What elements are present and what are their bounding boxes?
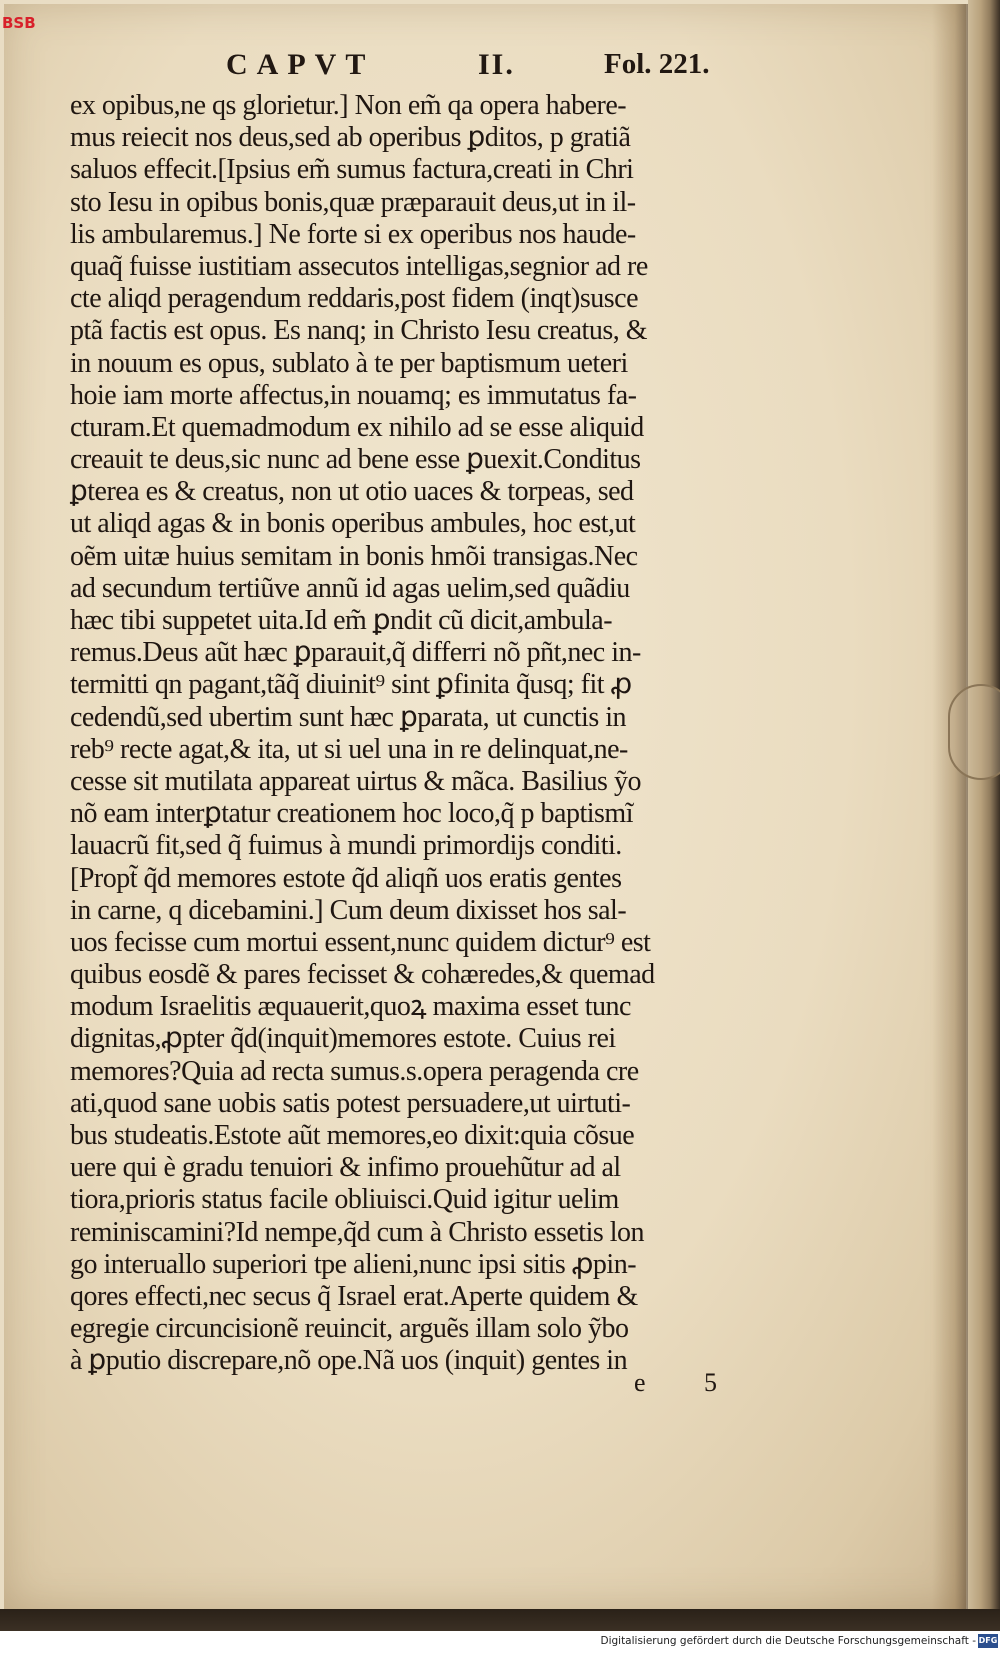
header-folio: Fol. 221. [604, 48, 710, 80]
text-line: ꝑterea es & creatus, non ut otio uaces & torpeas, sed [70, 476, 634, 508]
text-line: qores effecti,nec secus q̃ Israel erat.Aperte quidem & [70, 1280, 638, 1312]
text-line: remus.Deus aũt hæc ꝑparauit,q̃ differri nõ pñt,nec in- [70, 637, 641, 669]
header-chapter-number: II. [478, 48, 515, 81]
text-line: lis ambularemus.] Ne forte si ex operibus nos haude- [70, 218, 636, 250]
text-line: mus reiecit nos deus,sed ab operibus ꝑditos, p gratiã [70, 122, 631, 154]
bsb-logo: BSB [2, 14, 36, 32]
text-line: ex opibus,ne qs glorietur.] Non em̃ qa opera habere- [70, 90, 627, 121]
digitization-credit: Digitalisierung gefördert durch die Deutsche Forschungsgemeinschaft - [600, 1635, 976, 1647]
text-line: cesse sit mutilata appareat uirtus & mãca. Basilius ỹo [70, 765, 641, 797]
text-line: sto Iesu in opibus bonis,quæ præparauit deus,ut in il- [70, 186, 636, 218]
text-line: bus studeatis.Estote aũt memores,eo dixit:quia cõsue [70, 1120, 635, 1151]
text-line: memores?Quia ad recta sumus.s.opera peragenda cre [70, 1055, 639, 1087]
text-line: cedendũ,sed ubertim sunt hæc ꝑparata, ut cunctis in [70, 701, 627, 733]
text-line: lauacrũ fit,sed q̃ fuimus à mundi primordijs conditi. [70, 830, 622, 862]
text-line: creauit te deus,sic nunc ad bene esse ꝑuexit.Conditus [70, 444, 641, 476]
text-line: ptã factis est opus. Es nanq; in Christo Iesu creatus, & [70, 315, 647, 347]
text-line: go interuallo superiori tpe alieni,nunc ipsi sitis ꝓpin- [70, 1248, 637, 1280]
text-line: tiora,prioris status facile obliuisci.Quid igitur uelim [70, 1184, 619, 1216]
text-line: dignitas,ꝓpter q̃d(inquit)memores estote. Cuius rei [70, 1023, 616, 1055]
text-line: ati,quod sane uobis satis potest persuadere,ut uirtuti- [70, 1087, 631, 1119]
text-line: in carne, q dicebamini.] Cum deum dixisset hos sal- [70, 894, 627, 926]
signature-mark: e 5 [634, 1368, 744, 1397]
text-line: reb⁹ recte agat,& ita, ut si uel una in re delinquat,ne- [70, 733, 628, 765]
text-line: uere qui è gradu tenuiori & infimo prouehũtur ad al [70, 1152, 621, 1184]
body-text [70, 90, 790, 1378]
text-line: hoie iam morte affectus,in nouamq; es immutatus fa- [70, 379, 637, 411]
clasp-ring [948, 684, 1000, 780]
text-line: uos fecisse cum mortui essent,nunc quidem dictur⁹ est [70, 926, 651, 958]
text-line: ut aliqd agas & in bonis operibus ambules, hoc est,ut [70, 508, 636, 540]
text-line: [Propt̃ q̃d memores estote q̃d aliqñ uos eratis gentes [70, 862, 622, 894]
dfg-logo: DFG [978, 1634, 998, 1648]
text-line: saluos effecit.[Ipsius em̃ sumus factura,creati in Chri [70, 154, 634, 186]
text-line: termitti qn pagant,tãq̃ diuinit⁹ sint ꝑfinita q̃usq; fit ꝓ [70, 669, 632, 701]
text-line: à ꝑputio discrepare,nõ ope.Nã uos (inquit) gentes in [70, 1345, 628, 1377]
text-line: hæc tibi suppetet uita.Id em̃ ꝑndit cũ dicit,ambula- [70, 605, 613, 636]
text-line: cturam.Et quemadmodum ex nihilo ad se esse aliquid [70, 411, 644, 443]
text-line: oẽm uitæ huius semitam in bonis hmõi transigas.Nec [70, 540, 638, 572]
footer-bar [0, 1631, 1000, 1653]
text-line: quibus eosdẽ & pares fecisset & cohæredes,& quemad [70, 959, 655, 991]
running-header [220, 48, 740, 90]
text-line: reminiscamini?Id nempe,q̃d cum à Christo essetis lon [70, 1216, 645, 1248]
text-line: cte aliqd peragendum reddaris,post fidem (inqt)susce [70, 283, 639, 315]
text-line: nõ eam interꝑtatur creationem hoc loco,q̃ p baptismĩ [70, 798, 633, 830]
text-line: in nouum es opus, sublato à te per baptismum ueteri [70, 347, 628, 379]
text-line: quaq̃ fuisse iustitiam assecutos intelligas,segnior ad re [70, 250, 648, 282]
page-edge [968, 0, 1000, 1653]
text-line: ad secundum tertiũve annũ id agas uelim,sed quãdiu [70, 572, 630, 604]
header-caput: CAPVT [226, 48, 375, 81]
text-line: modum Israelitis æquauerit,quoꝝ maxima esset tunc [70, 991, 631, 1023]
page-bottom-edge [0, 1609, 1000, 1631]
page-fold-shadow [932, 4, 970, 1609]
text-line: egregie circuncisionẽ reuincit, arguẽs illam solo ỹbo [70, 1313, 629, 1345]
